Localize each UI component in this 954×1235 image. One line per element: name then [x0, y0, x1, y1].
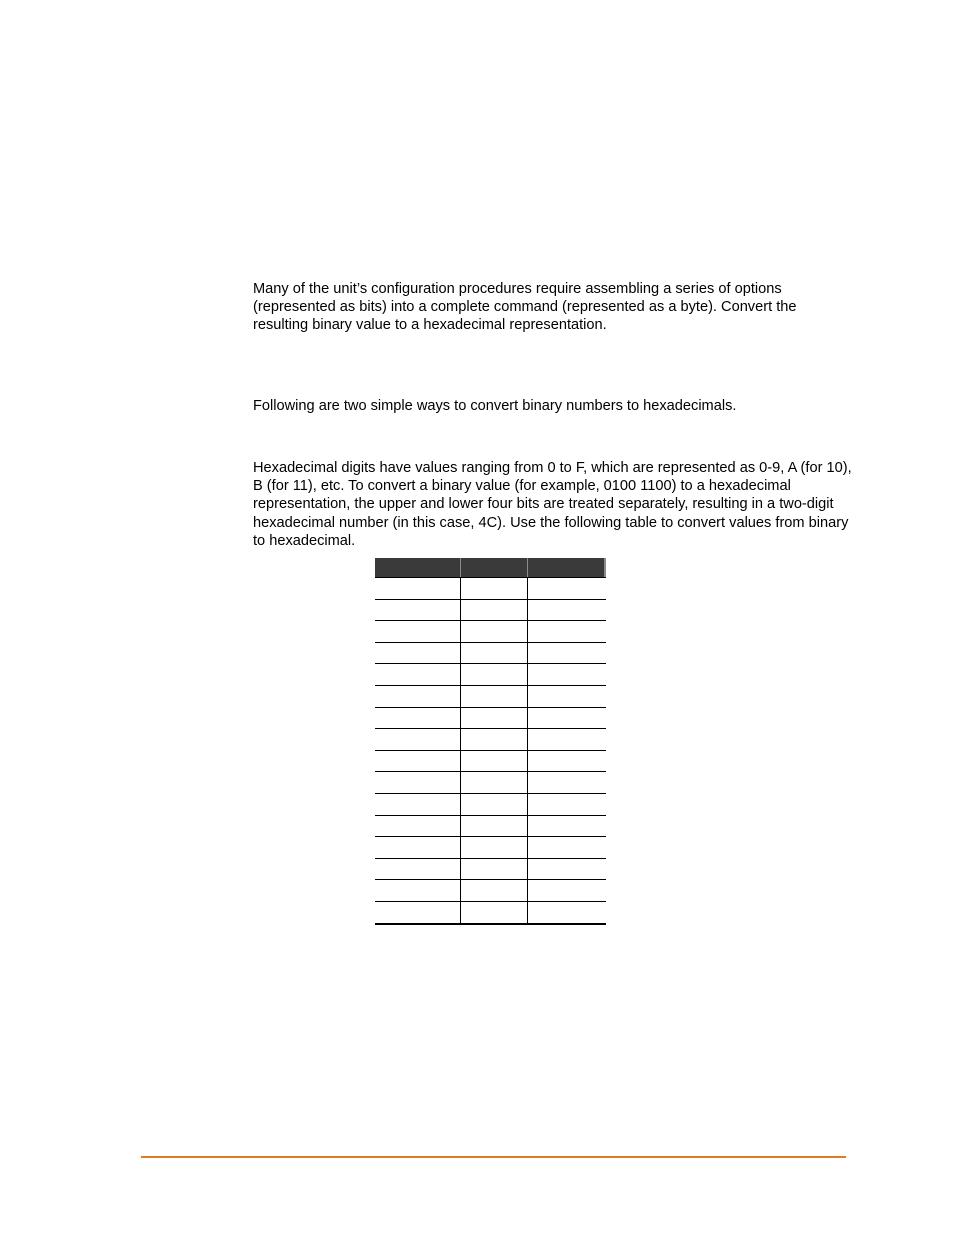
table-cell	[461, 686, 528, 707]
table-cell	[461, 664, 528, 685]
table-cell	[461, 751, 528, 772]
table-row	[375, 708, 606, 730]
binary-hex-conversion-table	[375, 558, 606, 925]
table-cell	[528, 859, 606, 880]
table-cell	[461, 772, 528, 793]
table-cell	[461, 708, 528, 729]
table-cell	[375, 772, 461, 793]
table-cell	[528, 578, 606, 599]
table-cell	[461, 837, 528, 858]
table-cell	[375, 643, 461, 664]
table-cell	[528, 664, 606, 685]
table-cell	[461, 794, 528, 815]
table-cell	[461, 643, 528, 664]
table-cell	[461, 729, 528, 750]
table-cell	[528, 772, 606, 793]
table-cell	[528, 902, 606, 923]
table-row	[375, 794, 606, 816]
table-cell	[528, 708, 606, 729]
table-cell	[375, 794, 461, 815]
table-row	[375, 837, 606, 859]
table-cell	[375, 880, 461, 901]
table-cell	[375, 902, 461, 923]
table-row	[375, 643, 606, 665]
table-row	[375, 729, 606, 751]
table-row	[375, 751, 606, 773]
table-cell	[461, 816, 528, 837]
table-cell	[528, 837, 606, 858]
table-cell	[461, 902, 528, 923]
footer-rule	[141, 1156, 846, 1158]
table-cell	[528, 600, 606, 621]
header-cell-binary	[528, 558, 606, 577]
table-row	[375, 880, 606, 902]
conversion-methods-paragraph: Following are two simple ways to convert binary numbers to hexadecimals.	[253, 398, 737, 414]
table-row	[375, 772, 606, 794]
table-cell	[375, 621, 461, 642]
table-cell	[528, 643, 606, 664]
table-cell	[461, 578, 528, 599]
table-cell	[375, 729, 461, 750]
intro-paragraph: Many of the unit’s configuration procedures require assembling a series of options (represented as bits) into a complete command (represented as a byte). Convert the resulting binary value to a hexadecimal representation.	[253, 281, 797, 334]
table-cell	[528, 686, 606, 707]
table-cell	[375, 600, 461, 621]
table-cell	[375, 837, 461, 858]
header-cell-hex	[461, 558, 528, 577]
table-cell	[528, 816, 606, 837]
table-cell	[375, 664, 461, 685]
table-header	[375, 558, 606, 578]
header-cell-decimal	[375, 558, 461, 577]
table-cell	[375, 816, 461, 837]
table-row	[375, 600, 606, 622]
table-cell	[461, 880, 528, 901]
table-row	[375, 664, 606, 686]
hex-digits-paragraph: Hexadecimal digits have values ranging from 0 to F, which are represented as 0-9, A (for 10), B (for 11), etc. To convert a binary value (for example, 0100 1100) to a hexadecimal representation, the upper and lower four bits are treated separately, resulting in a two-digit hexadecimal number (in this case, 4C). Use the following table to convert values from binary to hexadecimal.	[253, 460, 852, 549]
table-cell	[375, 859, 461, 880]
table-row	[375, 816, 606, 838]
table-row	[375, 686, 606, 708]
table-cell	[375, 578, 461, 599]
table-cell	[528, 729, 606, 750]
table-cell	[375, 686, 461, 707]
table-cell	[528, 880, 606, 901]
table-row	[375, 859, 606, 881]
table-row	[375, 578, 606, 600]
table-cell	[375, 708, 461, 729]
table-row	[375, 621, 606, 643]
table-cell	[375, 751, 461, 772]
table-cell	[461, 621, 528, 642]
table-cell	[528, 621, 606, 642]
table-cell	[461, 600, 528, 621]
table-row	[375, 902, 606, 925]
table-cell	[461, 859, 528, 880]
table-cell	[528, 751, 606, 772]
table-cell	[528, 794, 606, 815]
